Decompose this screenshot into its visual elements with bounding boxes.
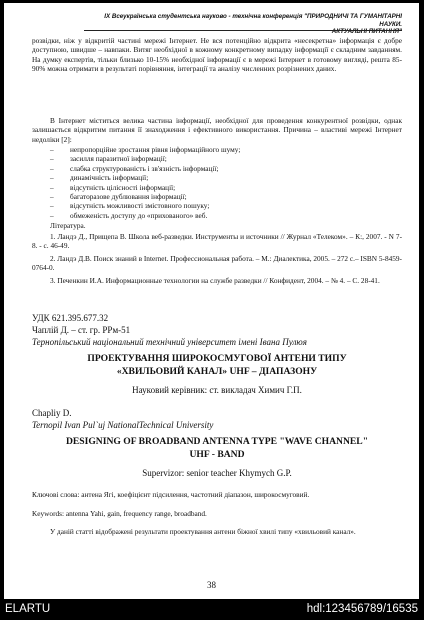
supervisor-en: Supervizor: senior teacher Khymych G.P.	[142, 468, 292, 478]
title-ua-line-1: ПРОЕКТУВАННЯ ШИРОКОСМУГОВОЇ АНТЕНИ ТИПУ	[87, 353, 347, 364]
list-item: – засилля паразитної інформації;	[50, 154, 402, 163]
conference-header	[84, 13, 402, 36]
title-en-line-1: DESIGNING OF BROADBAND ANTENNA TYPE "WAVE CHANNEL"	[65, 436, 369, 447]
header-line-1: IX Всеукраїнська студентська науково - технічна конференція "ПРИРОДНИЧІ ТА ГУМАНІТАРНІ НАУКИ.	[104, 13, 402, 28]
list-item: – слабка структурованість і зв'язність інформації;	[50, 164, 402, 173]
institution-ua: Тернопільський національний технічний університет імені Івана Пулюя	[32, 337, 307, 347]
list-item: – відсутність цілісності інформації;	[50, 183, 402, 192]
title-ua-line-2: «ХВИЛЬОВИЙ КАНАЛ» UHF – ДІАПАЗОНУ	[116, 366, 318, 377]
intro-paragraph: розвідки, ніж у відкритій частині мережі Інтернет. Не вся потенційно відкрита «несекретна» інформація є добре доступною, швидше – навпаки. Витяг необхідної в кожному конкретному випадку інформації є складним завданням. На думку експертів, тільки близько 10-15% необхідної інформації є в мережі Інтернет в готовому вигляді, решта 85-90% можна отримати в результаті порівняння, інтеграції та аналізу численних розрізнених даних.	[32, 36, 402, 74]
repository-bar	[0, 599, 424, 620]
reference-3: 3. Печенкин И.А. Информационные технологии на службе разведки // Конфидент, 2004. – № 4. – С. 28-41.	[50, 276, 380, 285]
list-item: – обмеженість доступу до «прихованого» веб.	[50, 211, 402, 220]
institution-en: Ternopil Ivan Pul`uj NationalTechnical University	[32, 420, 214, 430]
author-en: Chapliy D.	[32, 408, 72, 418]
udc-code: УДК 621.395.677.32	[32, 313, 109, 323]
reference-2: 2. Ландэ Д.В. Поиск знаний в Internet. Профессиональная работа. – М.: Диалектика, 2005. – 272 с.– ISBN 5-8459-0764-0.	[32, 254, 402, 273]
list-item: – багаторазове дублювання інформації;	[50, 192, 402, 201]
list-item: – відсутність можливості змістовного пошуку;	[50, 201, 402, 210]
abstract-ua: У даній статті відображені результати проектування антени біжної хвилі типу «хвильовий канал».	[50, 527, 356, 536]
list-item: – непропорційне зростання рівня інформаційного шуму;	[50, 145, 402, 154]
header-line-2: АКТУАЛЬНІ ПИТАННЯ"	[331, 28, 402, 35]
shortcomings-list	[50, 145, 402, 220]
supervisor-ua: Науковий керівник: ст. викладач Химич Г.П.	[132, 385, 302, 395]
repository-name: ELARTU	[5, 603, 51, 615]
second-paragraph: В Інтернет міститься велика частина інформації, необхідної для проведення конкурентної розвідки, однак залишається відкритим питання її знаходження і ефективного використання. Причина – властиві мережі Інтернет недоліки [2]:	[32, 116, 402, 144]
title-en-line-2: UHF - BAND	[189, 449, 245, 460]
keywords-ua: Ключові слова: антена Ягі, коефіцієнт підсилення, частотний діапазон, широкосмуговий.	[32, 490, 310, 499]
keywords-en: Keywords: antenna Yahi, gain, frequency range, broadband.	[32, 509, 207, 518]
reference-1: 1. Ландэ Д., Прищепа В. Школа веб-разведки. Инструменты и источники // Журнал «Телеком». – К:, 2007. - N 7-8. - с. 46-49.	[32, 232, 402, 251]
list-item: – динамічність інформації;	[50, 173, 402, 182]
document-page	[4, 3, 419, 599]
header-rule	[84, 30, 402, 31]
literature-heading: Література.	[50, 221, 86, 230]
handle-link[interactable]: hdl:123456789/16535	[306, 603, 418, 615]
author-ua: Чаплій Д. – ст. гр. РРм-51	[32, 325, 131, 335]
page-number: 38	[207, 580, 216, 590]
